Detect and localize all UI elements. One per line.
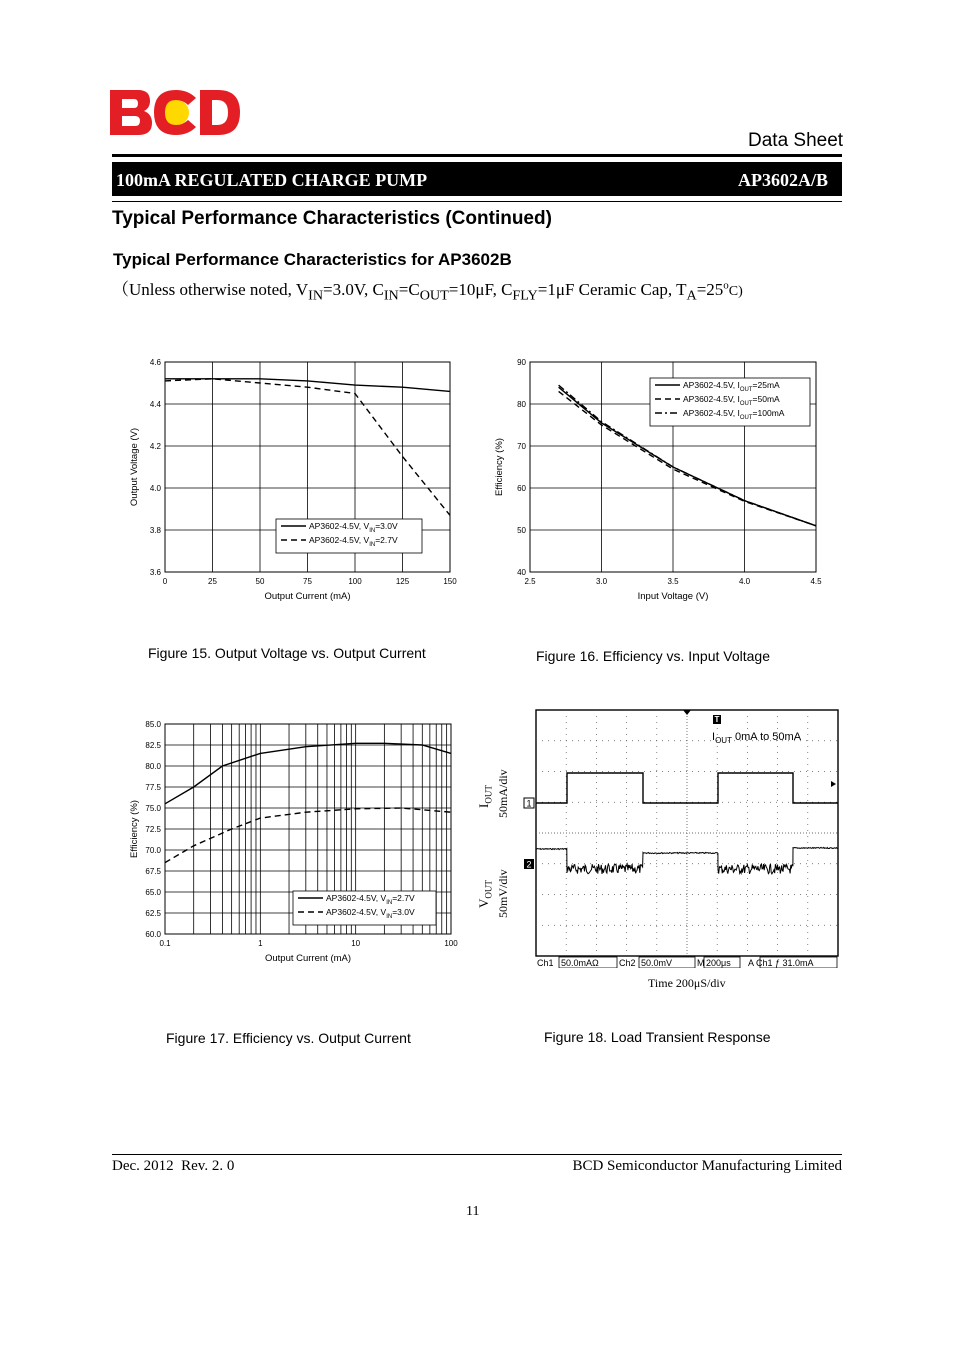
cond-vin-val: =3.0V, C [323,280,384,299]
header-rule [112,154,842,157]
y-tick-label: 70 [517,442,526,451]
y-tick-label: 4.4 [149,400,161,409]
subsection-title: Typical Performance Characteristics for AP3602B [113,250,512,269]
cond-cfly-sub: FLY [512,287,538,304]
x-tick-label: 100 [348,577,362,586]
caption-fig15: Figure 15. Output Voltage vs. Output Current [148,645,426,661]
y-tick-label: 80.0 [145,762,161,771]
x-tick-label: 2.5 [524,577,536,586]
cond-ta-sub: A [686,287,697,304]
legend-entry: AP3602-4.5V, $V_{IN}=2.7V$ [309,535,398,548]
y-tick-label: 72.5 [145,825,161,834]
y-tick-label: 70.0 [145,846,161,855]
scope-iout-label [476,760,516,820]
footer-rule [112,1154,842,1155]
x-tick-label: 0.1 [159,939,171,948]
x-tick-label: 125 [395,577,410,586]
series-line-2 [165,808,451,863]
x-tick-label: 25 [208,577,217,586]
y-axis-label: Efficiency (%) [494,438,505,496]
y-tick-label: 85.0 [145,720,161,729]
bcd-logo-graphic [110,90,240,135]
status-ch2-scale: 50.0mV [641,958,673,968]
vout-scale-label: 50mV/div [496,869,510,918]
trigger-label: T [714,715,720,724]
x-tick-label: 3.5 [667,577,679,586]
y-tick-label: 4.2 [149,442,161,451]
status-m: M [697,958,705,968]
footer-company: BCD Semiconductor Manufacturing Limited [572,1158,842,1174]
x-tick-label: 10 [351,939,361,948]
x-axis-label: Input Voltage (V) [637,591,709,602]
x-tick-label: 50 [255,577,265,586]
oscilloscope-display [520,706,842,968]
product-title: 100mA REGULATED CHARGE PUMP [116,170,428,190]
vout-label-sub: OUT [483,880,494,899]
cond-vin-sub: IN [308,287,324,304]
cond-cout-val: =10μF, C [448,280,513,299]
y-tick-label: 65.0 [145,888,161,897]
section-title: Typical Performance Characteristics (Continued) [112,208,552,229]
y-tick-label: 3.8 [149,526,161,535]
chart-output-voltage-vs-current [120,350,470,610]
caption-fig17: Figure 17. Efficiency vs. Output Current [166,1030,411,1046]
test-conditions [112,275,743,304]
x-tick-label: 0 [162,577,168,586]
y-tick-label: 80 [517,400,526,409]
ch1-marker-label: 1 [526,798,532,809]
x-tick-label: 3.0 [595,577,608,586]
x-axis-label: Output Current (mA) [264,953,352,964]
cond-cfly-val: =1μF Ceramic Cap, T [537,280,687,299]
y-tick-label: 4.0 [149,484,161,493]
scope-vout-label [476,860,516,920]
iout-label-main: I [476,803,491,808]
status-trigger: A Ch1 ƒ 31.0mA [748,958,814,968]
iout-label-sub: OUT [483,785,494,804]
vout-label-main: V [476,898,491,908]
title-banner [112,162,842,196]
part-number: AP3602A/B [738,170,828,190]
cond-cin-eq: =C [398,280,420,299]
y-tick-label: 67.5 [145,867,161,876]
caption-fig18: Figure 18. Load Transient Response [544,1029,771,1045]
legend-entry: AP3602-4.5V, $I_{OUT}=25mA$ [683,380,780,393]
cond-suffix: C) [728,284,743,299]
scope-time-label: Time 200μS/div [648,976,726,990]
chart-efficiency-vs-output-current [118,712,468,972]
caption-fig16: Figure 16. Efficiency vs. Input Voltage [536,648,770,664]
banner-underline [112,201,842,202]
iout-scale-label: 50mA/div [496,769,510,818]
y-tick-label: 40 [517,568,526,577]
x-tick-label: 100 [444,939,458,948]
x-tick-label: 75 [303,577,312,586]
y-axis-label: Efficiency (%) [129,800,140,858]
y-tick-label: 75.0 [145,804,161,813]
status-ch1: Ch1 [537,958,554,968]
page-number: 11 [466,1204,480,1219]
legend-entry: AP3602-4.5V, $I_{OUT}=50mA$ [683,394,780,407]
x-tick-label: 150 [443,577,457,586]
status-ch1-scale: 50.0mAΩ [561,958,599,968]
cond-prefix: （Unless otherwise noted, V [112,280,309,299]
cond-cout-sub: OUT [419,287,449,304]
y-tick-label: 4.6 [149,358,161,367]
x-tick-label: 4.0 [738,577,751,586]
company-logo [110,90,240,135]
y-axis-label: Output Voltage (V) [129,427,140,507]
ch2-marker-label: 2 [526,859,532,870]
cond-ta-val: =25 [696,280,724,299]
legend-entry: AP3602-4.5V, $I_{OUT}=100mA$ [683,408,785,421]
x-tick-label: 4.5 [810,577,822,586]
y-tick-label: 60 [517,484,526,493]
y-tick-label: 77.5 [145,783,161,792]
series-line-1 [165,743,451,804]
y-tick-label: 90 [517,358,526,367]
doc-type: Data Sheet [748,130,844,151]
y-tick-label: 62.5 [145,909,161,918]
x-axis-label: Output Current (mA) [264,591,351,602]
cond-cin-sub: IN [383,287,399,304]
y-tick-label: 60.0 [145,930,161,939]
status-time: 200μs [706,958,731,968]
y-tick-label: 50 [517,526,526,535]
x-tick-label: 1 [258,939,263,948]
legend-entry: AP3602-4.5V, $V_{IN}=2.7V$ [326,893,415,906]
legend-entry: AP3602-4.5V, $V_{IN}=3.0V$ [309,521,398,534]
scope-annotation: $I_{OUT}$ 0mA to 50mA [712,731,802,745]
chart-efficiency-vs-input-voltage [490,350,830,610]
status-ch2: Ch2 [619,958,636,968]
y-tick-label: 82.5 [145,741,161,750]
y-tick-label: 3.6 [149,568,161,577]
cond-ta-sup: o [723,279,729,292]
footer-date-rev: Dec. 2012 Rev. 2. 0 [112,1158,235,1174]
legend-entry: AP3602-4.5V, $V_{IN}=3.0V$ [326,907,415,920]
